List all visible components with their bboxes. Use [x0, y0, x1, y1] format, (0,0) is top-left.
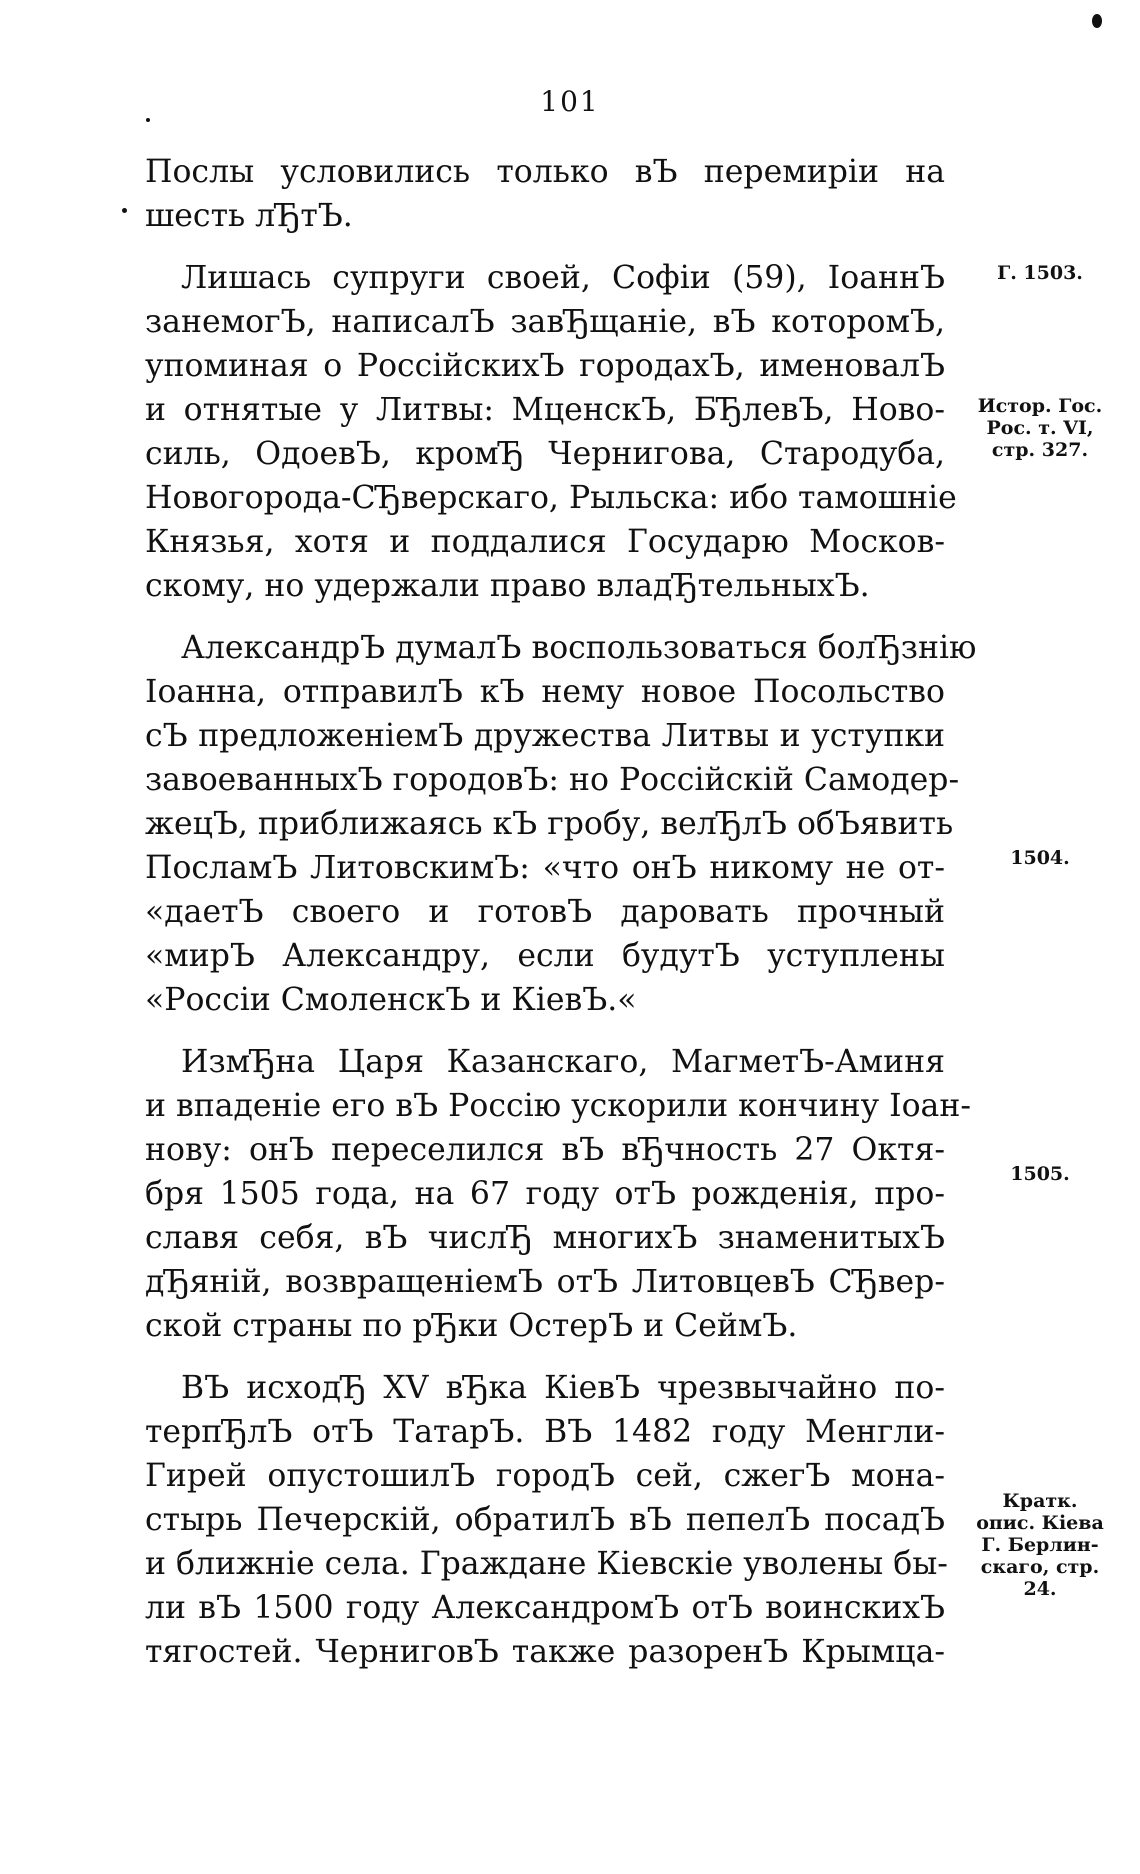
text-line: Послы условились только вЪ перемиріи на [145, 154, 945, 190]
margin-note-line: 24. [1023, 1578, 1057, 1600]
text-line: ИзмЂна Царя Казанскаго, МагметЪ-Аминя [181, 1044, 945, 1080]
margin-note-line: 1504. [1010, 847, 1070, 869]
text-line: ПосламЪ ЛитовскимЪ: «что онЪ никому не от- [145, 850, 945, 886]
margin-note-reference [965, 1490, 1115, 1600]
paragraph-5 [145, 1366, 948, 1674]
print-speck [1092, 14, 1102, 28]
paragraph-2 [145, 256, 957, 608]
text-line: и отнятые у Литвы: МценскЪ, БЂлевЪ, Ново- [145, 392, 945, 428]
text-line: упоминая о РоссійскихЪ городахЪ, именовалЪ [145, 348, 945, 384]
margin-note-line: Кратк. [1002, 1490, 1078, 1512]
text-line: тягостей. ЧерниговЪ также разоренЪ Крымца- [145, 1634, 945, 1670]
text-line: ли вЪ 1500 году АлександромЪ отЪ воинскихЪ [145, 1590, 945, 1626]
margin-note-line: опис. Кіева [976, 1512, 1104, 1534]
text-line: сЪ предложеніемЪ дружества Литвы и уступки [145, 718, 945, 754]
print-speck [146, 118, 150, 122]
text-line: Гирей опустошилЪ городЪ сей, сжегЪ мона- [145, 1458, 945, 1494]
paragraph-3 [145, 626, 977, 1022]
text-line: бря 1505 года, на 67 году отЪ рожденія, про- [145, 1176, 945, 1212]
margin-note-line: 1505. [1010, 1163, 1070, 1185]
margin-note-line: стр. 327. [991, 439, 1089, 461]
margin-note-year [965, 262, 1115, 284]
text-line: «даетЪ своего и готовЪ даровать прочный [145, 894, 945, 930]
paragraph-4 [145, 1040, 971, 1348]
text-line: Новогорода-СЂверскаго, Рыльска: ибо тамошніе [145, 480, 957, 516]
text-line: скому, но удержали право владЂтельныхЪ. [145, 568, 870, 604]
text-line: Іоанна, отправилЪ кЪ нему новое Посольство [145, 674, 945, 710]
text-line: «мирЪ Александру, если будутЪ уступлены [145, 938, 945, 974]
paragraph-1 [145, 150, 945, 238]
margin-note-reference [965, 395, 1115, 461]
text-line: нову: онЪ переселился вЪ вЂчность 27 Октя- [145, 1132, 945, 1168]
text-line: и ближніе села. Граждане Кіевскіе уволены бы- [145, 1546, 948, 1582]
text-line: АлександрЪ думалЪ воспользоваться болЂзнію [181, 630, 977, 666]
main-text [145, 150, 977, 1674]
text-line: и впаденіе его вЪ Россію ускорили кончину Іоан- [145, 1088, 971, 1124]
text-line: терпЂлЪ отЪ ТатарЪ. ВЪ 1482 году Менгли- [145, 1414, 945, 1450]
margin-note-line: скаго, стр. [980, 1556, 1100, 1578]
margin-note-year [965, 1163, 1115, 1185]
text-line: занемогЪ, написалЪ завЂщаніе, вЪ которомЪ, [145, 304, 945, 340]
text-line: ВЪ исходЂ XV вЂка КіевЪ чрезвычайно по- [181, 1370, 945, 1406]
text-line: Князья, хотя и поддалися Государю Москов- [145, 524, 945, 560]
margin-note-line: Рос. т. VI, [986, 417, 1094, 439]
margin-note-line: Г. 1503. [997, 262, 1083, 284]
text-line: завоеванныхЪ городовЪ: но Россійскій Самодер- [145, 762, 960, 798]
text-line: силь, ОдоевЪ, кромЂ Чернигова, Стародуба, [145, 436, 945, 472]
page-number: 101 [540, 85, 600, 118]
text-line: дЂяній, возвращеніемЪ отЪ ЛитовцевЪ СЂвер- [145, 1264, 945, 1300]
text-line: жецЪ, приближаясь кЪ гробу, велЂлЪ обЪявить [145, 806, 954, 842]
text-line: ской страны по рЂки ОстерЪ и СеймЪ. [145, 1308, 798, 1344]
text-line: Лишась супруги своей, Софіи (59), ІоаннЪ [181, 260, 945, 296]
print-speck [122, 208, 127, 213]
margin-note-line: Г. Берлин- [981, 1534, 1099, 1556]
text-line: «Россіи СмоленскЪ и КіевЪ.« [145, 982, 637, 1018]
text-line: стырь Печерскій, обратилЪ вЪ пепелЪ посадЪ [145, 1502, 945, 1538]
margin-note-line: Истор. Гос. [977, 395, 1103, 417]
text-line: славя себя, вЪ числЂ многихЪ знаменитыхЪ [145, 1220, 945, 1256]
text-line: шесть лЂтЪ. [145, 198, 353, 234]
margin-note-year [965, 847, 1115, 869]
